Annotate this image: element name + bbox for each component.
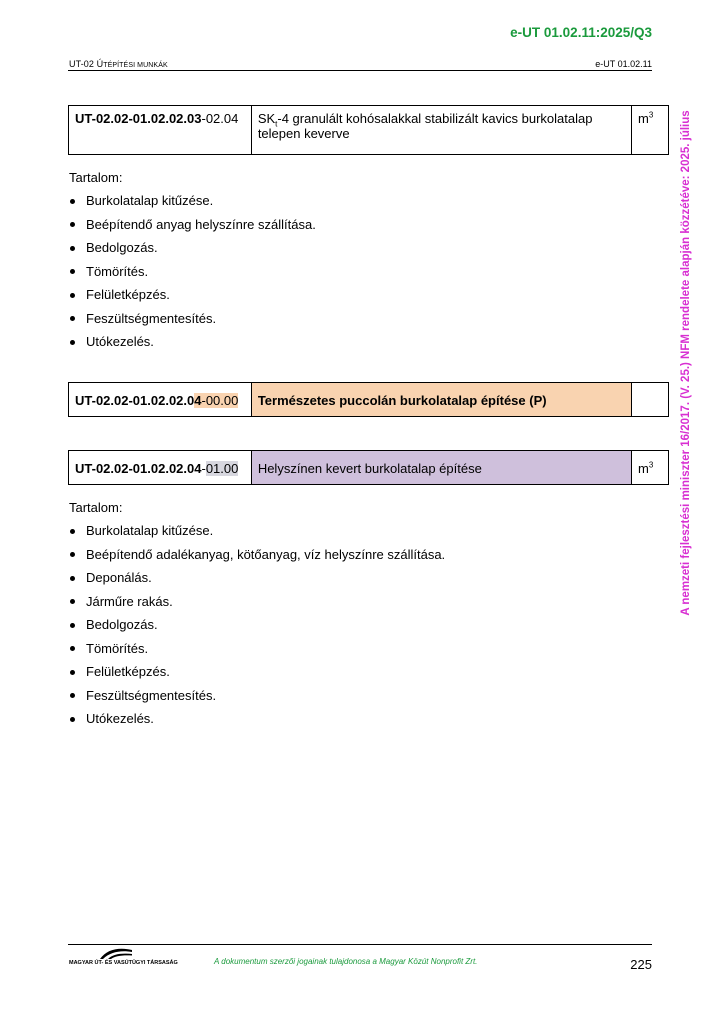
list-item-text: Burkolatalap kitűzése. — [86, 523, 214, 538]
list-item-text: Feszültségmentesítés. — [86, 687, 217, 703]
unit-base: m — [638, 461, 649, 476]
list-item-text: Burkolatalap kitűzése. — [86, 193, 214, 208]
item-code-cell — [69, 451, 252, 485]
item-code-cell — [69, 383, 252, 417]
list-item-text: Járműre rakás. — [86, 593, 173, 609]
list-item-text: Utókezelés. — [86, 711, 154, 726]
header-divider — [68, 70, 652, 71]
bullet-icon — [70, 529, 75, 534]
list-item — [69, 193, 316, 217]
desc-text-pre: SK — [257, 111, 276, 126]
item-code-highlight — [194, 393, 238, 408]
list-item-text: Feszültségmentesítés. — [86, 310, 217, 326]
list-item-text: Tömörítés. — [86, 640, 149, 656]
item-code-dash: - — [201, 461, 206, 476]
list-item — [69, 334, 316, 358]
list-item — [69, 617, 445, 641]
society-logo-text: MAGYAR ÚT- ÉS VASÚTÜGYI TÁRSASÁG — [69, 960, 178, 966]
item-table-1 — [68, 105, 669, 155]
copyright-note: A dokumentum szerzői jogainak tulajdonosa a Magyar Közút Nonprofit Zrt. — [214, 957, 478, 966]
item-description — [251, 106, 631, 155]
header-chapter-prefix: UT-02 Ú — [69, 59, 104, 69]
item-code-highlight-digit: 4 — [194, 393, 202, 408]
list-item — [69, 523, 445, 547]
item-unit — [632, 383, 669, 417]
desc-subscript: t — [275, 119, 278, 129]
list-item — [69, 688, 445, 712]
society-logo — [69, 946, 189, 970]
list-item-text: Beépítendő adalékanyag, kötőanyag, víz helyszínre szállítása. — [86, 546, 446, 562]
list-item — [69, 664, 445, 688]
unit-exponent: 3 — [648, 110, 654, 120]
header-document-id: e-UT 01.02.11 — [595, 59, 652, 69]
bullet-icon — [70, 246, 75, 251]
page-number: 225 — [630, 957, 652, 972]
side-note-text: A nemzeti fejlesztési miniszter 16/2017. (V. 25.) NFM rendelete alapján közzétéve: 2025. július — [680, 109, 692, 616]
item-code-main: UT-02.02-01.02.02.04 — [75, 461, 202, 476]
document-code: e-UT 01.02.11:2025/Q3 — [510, 25, 652, 40]
item-table-3 — [68, 450, 669, 485]
header-chapter-title — [69, 59, 168, 69]
list-item-text: Bedolgozás. — [86, 240, 158, 255]
content-list-1 — [69, 193, 316, 358]
list-item-text: Felületképzés. — [86, 664, 170, 679]
list-item — [69, 240, 316, 264]
item-code-cell — [69, 106, 252, 155]
item-unit — [632, 451, 669, 485]
side-publication-note — [676, 95, 696, 630]
item-code-suffix: -02.04 — [201, 111, 239, 126]
bullet-icon — [70, 576, 75, 581]
item-code-main: UT-02.02-01.02.02.03 — [75, 111, 202, 126]
bullet-icon — [70, 222, 75, 227]
bullet-icon — [70, 717, 75, 722]
list-item — [69, 711, 445, 735]
list-item-text: Deponálás. — [86, 570, 152, 585]
list-item — [69, 570, 445, 594]
content-label-1: Tartalom: — [69, 170, 123, 185]
bullet-icon — [70, 340, 75, 345]
header-chapter-smallcaps: TÉPÍTÉSI MUNKÁK — [103, 62, 168, 69]
list-item — [69, 217, 316, 241]
list-item — [69, 287, 316, 311]
item-code-main: UT-02.02-01.02.02.0 — [75, 393, 195, 408]
content-label-3: Tartalom: — [69, 500, 123, 515]
bullet-icon — [70, 693, 75, 698]
list-item — [69, 264, 316, 288]
bullet-icon — [70, 599, 75, 604]
item-table-2 — [68, 382, 669, 417]
list-item — [69, 311, 316, 335]
content-list-3 — [69, 523, 445, 735]
bullet-icon — [70, 293, 75, 298]
unit-base: m — [638, 111, 649, 126]
list-item — [69, 594, 445, 618]
item-description: Természetes puccolán burkolatalap építése (P) — [251, 383, 631, 417]
list-item-text: Tömörítés. — [86, 263, 149, 279]
list-item-text: Felületképzés. — [86, 287, 170, 302]
list-item — [69, 641, 445, 665]
bullet-icon — [70, 269, 75, 274]
bullet-icon — [70, 199, 75, 204]
list-item — [69, 547, 445, 571]
list-item-text: Bedolgozás. — [86, 617, 158, 632]
bullet-icon — [70, 646, 75, 651]
bullet-icon — [70, 316, 75, 321]
item-code-highlight-suffix: -00.00 — [201, 393, 239, 408]
list-item-text: Beépítendő anyag helyszínre szállítása. — [86, 216, 316, 232]
unit-exponent: 3 — [648, 460, 654, 470]
bullet-icon — [70, 670, 75, 675]
bullet-icon — [70, 623, 75, 628]
item-code-highlight-suffix: 01.00 — [205, 461, 239, 476]
list-item-text: Utókezelés. — [86, 334, 154, 349]
item-description: Helyszínen kevert burkolatalap építése — [251, 451, 631, 485]
desc-text-post: -4 granulált kohósalakkal stabilizált kavics burkolatalap telepen keverve — [257, 111, 593, 141]
bullet-icon — [70, 552, 75, 557]
footer-divider — [68, 944, 652, 945]
item-unit — [632, 106, 669, 155]
road-logo-icon — [99, 946, 133, 960]
